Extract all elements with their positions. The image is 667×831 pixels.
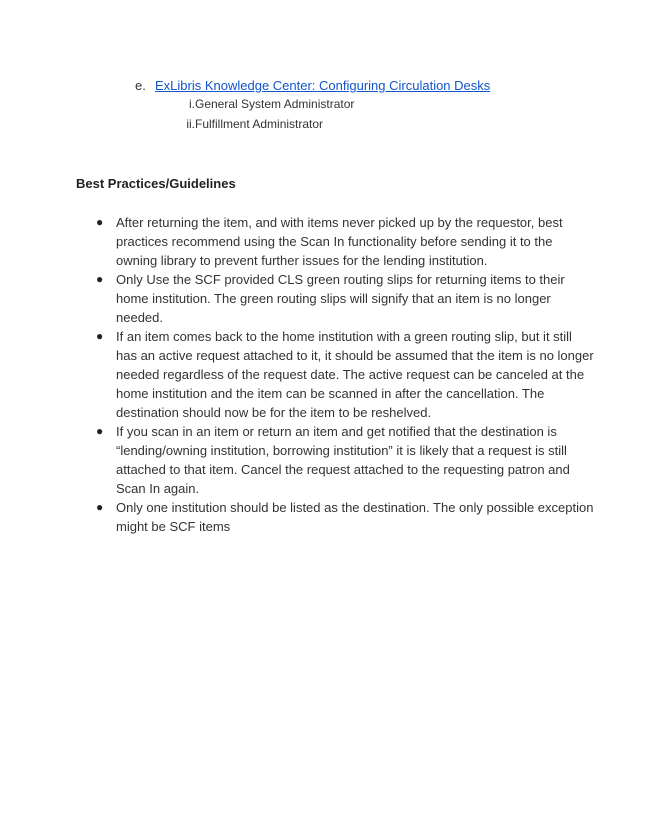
outline-item-e [135, 77, 490, 94]
bullet-icon: ● [96, 424, 104, 438]
list-marker: ii. [186, 117, 195, 131]
list-item-text: Only one institution should be listed as the destination. The only possible exception might be SCF items [116, 500, 594, 534]
list-item [96, 270, 596, 327]
bullet-icon: ● [96, 329, 104, 343]
list-item [96, 213, 596, 270]
guidelines-list [96, 213, 596, 536]
subitem-text: General System Administrator [195, 97, 355, 111]
list-item [96, 327, 596, 422]
subitem-text: Fulfillment Administrator [195, 117, 324, 131]
list-item-text: Only Use the SCF provided CLS green routing slips for returning items to their home institution. The green routing slips will signify that an item is no longer needed. [116, 272, 565, 325]
bullet-icon: ● [96, 215, 104, 229]
list-marker: e. [135, 78, 146, 93]
list-item [96, 422, 596, 498]
list-item [96, 498, 596, 536]
list-item-text: After returning the item, and with items never picked up by the requestor, best practices recommend using the Scan In functionality before sending it to the owning library to prevent further issues for the lending institution. [116, 215, 563, 268]
list-item-text: If an item comes back to the home institution with a green routing slip, but it still has an active request attached to it, it should be assumed that the item is no longer needed regardless of the request date. The active request can be canceled at the home institution and the item can be scanned in after the cancellation. The destination should now be for the item to be reshelved. [116, 329, 594, 420]
bullet-icon: ● [96, 500, 104, 514]
list-item-text: If you scan in an item or return an item and get notified that the destination is “lending/owning institution, borrowing institution” it is likely that a request is still attached to that item. Cancel the request attached to the requesting patron and Scan In again. [116, 424, 570, 496]
outline-subitem [160, 96, 355, 112]
section-heading: Best Practices/Guidelines [76, 176, 236, 191]
knowledge-center-link[interactable]: ExLibris Knowledge Center: Configuring Circulation Desks [155, 78, 491, 93]
bullet-icon: ● [96, 272, 104, 286]
outline-subitem [160, 116, 324, 132]
list-marker: i. [189, 97, 195, 111]
